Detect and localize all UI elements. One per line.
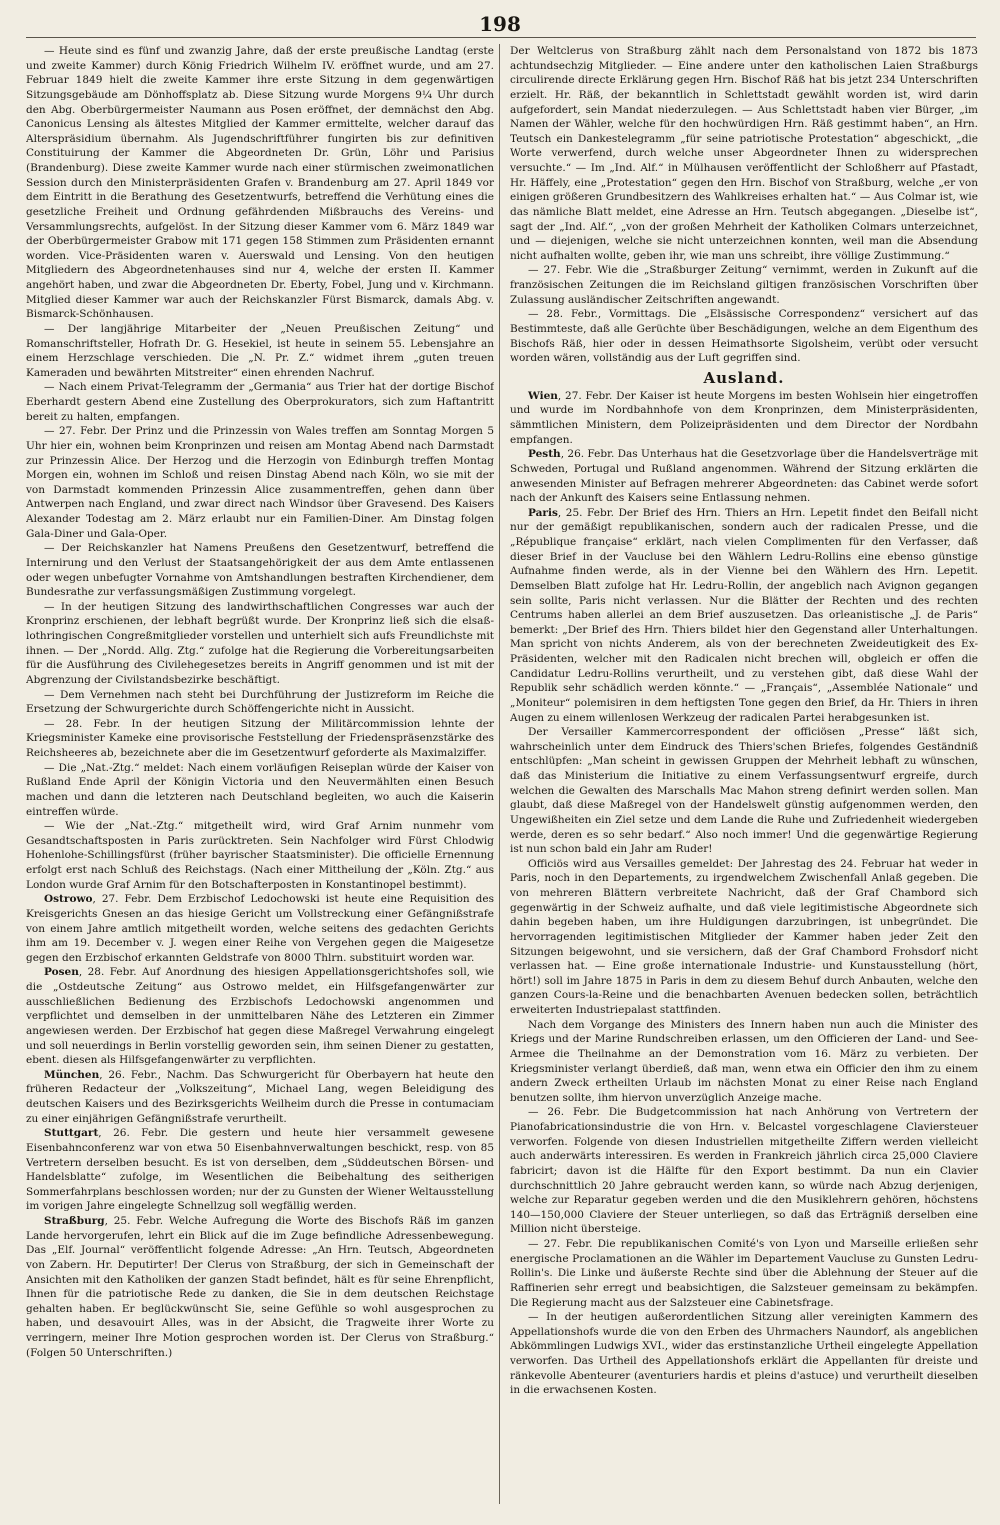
article-paragraph [26, 600, 494, 688]
article-paragraph [510, 857, 978, 1018]
article-text: , 26. Febr. Die gestern und heute hier versammelt gewesene Eisenbahnconferenz war von etwa 50 Eisenbahnverwaltungen beschickt, resp. von 85 Vertretern derselben besucht. Es ist von derselben, dem „Süddeutschen Börsen- und Handelsblatte“ zufolge, im Wesentlichen die Beibehaltung des seitherigen Sommerfahrplans beschlossen worden; nur der zu Gunsten der Wiener Weltausstellung im vorigen Jahre eingelegte Schnellzug soll wegfällig werden. [26, 1127, 494, 1213]
article-text: Der Weltclerus von Straßburg zählt nach dem Personalstand von 1872 bis 1873 achtundsechzig Mitglieder. — Eine andere unter den katholischen Laien Straßburgs circulirende directe Erklärung gegen Hrn. Bischof Räß hat bis jetzt 234 Unterschriften erzielt. Hr. Räß, der bekanntlich in Schlettstadt gewählt worden ist, wird darin aufgefordert, sein Mandat niederzulegen. — Aus Schlettstadt haben vier Bürger, „im Namen der Wähler, welche für den hochwürdigen Hrn. Räß gestimmt haben“, an Hrn. Teutsch ein Dankestelegramm „für seine patriotische Protestation“ abgeschickt, „die Worte verwerfend, durch welche unser Abgeordneter Ihnen zu widersprechen versuchte.“ — Im „Ind. Alf.“ in Mülhausen veröffentlicht der Schloßherr auf Pfastadt, Hr. Häffely, eine „Protestation“ gegen den Hrn. Bischof von Straßburg, welche „er von einigen größeren Grundbesitzern des Wahlkreises erhalten hat.“ — Aus Colmar ist, wie das nämliche Blatt meldet, eine Adresse an Hrn. Teutsch abgegangen. „Dieselbe ist“, sagt der „Ind. Alf.“, „von der großen Mehrheit der Katholiken Colmars unterzeichnet, und — diejenigen, welche sie nicht unterzeichnen konnten, weil man die Absendung nicht aufhalten wollte, geben ihr, wie man uns schreibt, ihre völlige Zustimmung.“ [510, 45, 978, 262]
article-paragraph [26, 717, 494, 761]
article-text: — In der heutigen Sitzung des landwirthschaftlichen Congresses war auch der Kronprinz erschienen, der lebhaft begrüßt wurde. Der Kronprinz ließ sich die elsaß-lothringischen Congreßmitglieder vorstellen und unterhielt sich aufs Freundlichste mit ihnen. — Der „Nordd. Allg. Ztg.“ zufolge hat die Regierung die Vorbereitungsarbeiten für die Ausführung des Civilehegesetzes bereits in Angriff genommen und ist mit der Abgrenzung der Civilstandsbezirke beschäftigt. [26, 600, 494, 686]
article-text: — 26. Febr. Die Budgetcommission hat nach Anhörung von Vertretern der Pianofabricationsindustrie die von Hrn. v. Belcastel vorgeschlagene Claviersteuer verworfen. Folgende von diesen Industriellen mitgetheilte Ziffern werden vielleicht auch anderwärts interessiren. Es werden in Frankreich jährlich circa 25,000 Claviere fabricirt; davon ist die Hälfte für den Export bestimmt. Da nun ein Clavier durchschnittlich 20 Jahre gebraucht werden kann, so würde nach Abzug derjenigen, welche zur Reparatur gegeben werden und die den Musiklehrern gehören, höchstens 140—150,000 Claviere der Steuer unterliegen, so daß das Erträgniß derselben eine Million nicht übersteige. [510, 1106, 978, 1236]
article-paragraph [510, 1105, 978, 1237]
article-paragraph [510, 1310, 978, 1398]
article-text: , 26. Febr., Nachm. Das Schwurgericht für Oberbayern hat heute den früheren Redacteur der „Volkszeitung“, Michael Lang, wegen Beleidigung des deutschen Kaisers und des Bezirksgerichts Weilheim durch die Presse in contumaciam zu einer einjährigen Gefängnißstrafe verurtheilt. [26, 1068, 494, 1125]
article-text: Nach dem Vorgange des Ministers des Innern haben nun auch die Minister des Kriegs und der Marine Rundschreiben erlassen, um den Officieren der Land- und See-Armee die Theilnahme an der Demonstration vom 16. März zu verbieten. Der Kriegsminister verlangt überdieß, daß man, wenn etwa ein Officier den ihm zu einem andern Zweck ertheilten Urlaub im nächsten Monat zu einer Reise nach England benutzen sollte, ihm hiervon unverzüglich Anzeige mache. [510, 1018, 978, 1104]
article-paragraph [510, 263, 978, 307]
article-paragraph [26, 424, 494, 541]
section-heading: Ausland. [703, 368, 785, 387]
article-paragraph [510, 1237, 978, 1310]
article-text: — Die „Nat.-Ztg.“ meldet: Nach einem vorläufigen Reiseplan würde der Kaiser von Rußland Ende April der Königin Victoria und den Neuvermählten einen Besuch machen und dann die letzteren nach Deutschland begleiten, wo auch die Kaiserin eintreffen würde. [26, 761, 494, 818]
article-dateline: Pesth [528, 448, 561, 461]
article-paragraph [26, 892, 494, 965]
article-text: , 27. Febr. Der Kaiser ist heute Morgens im besten Wohlsein hier eingetroffen und wurde im Nordbahnhofe von dem Kronprinzen, dem Ministerpräsidenten, sämmtlichen Ministern, dem Polizeipräsidenten und dem Director der Nordbahn empfangen. [510, 389, 978, 446]
article-text: — 28. Febr. In der heutigen Sitzung der Militärcommission lehnte der Kriegsminister Kameke eine provisorische Feststellung der Friedenspräsenzstärke des Reichsheeres ab, bezeichnete aber die im Gesetzentwurf geforderte als Maximalziffer. [26, 717, 494, 759]
article-dateline: Wien [528, 389, 558, 402]
article-paragraph [510, 1018, 978, 1106]
article-paragraph [510, 44, 978, 263]
article-text: , 25. Febr. Welche Aufregung die Worte des Bischofs Räß im ganzen Lande hervorgerufen, lehrt ein Blick auf die im Zuge befindliche Adressenbewegung. Das „Elf. Journal“ veröffentlicht folgende Adresse: „An Hrn. Teutsch, Abgeordneten von Zabern. Hr. Deputirter! Der Clerus von Straßburg, der sich in Gemeinschaft der Ansichten mit den Katholiken der ganzen Stadt befindet, hält es für seine Ehrenpflicht, Ihnen für die patriotische Rede zu danken, die Sie in dem deutschen Reichstage gehalten haben. Er beglückwünscht Sie, seine Gefühle so wohl ausgesprochen zu haben, und desavouirt Alles, was in der Absicht, die Tragweite ihrer Worte zu verringern, meiner Ihre Motion gesprochen worden ist. Der Clerus von Straßburg.“ (Folgen 50 Unterschriften.) [26, 1215, 494, 1359]
article-text: — 27. Febr. Wie die „Straßburger Zeitung“ vernimmt, werden in Zukunft auf die französischen Zeitungen die im Reichsland giltigen französischen Vorschriften über Zulassung ausländischer Zeitschriften angewandt. [510, 264, 978, 306]
article-dateline: Paris [528, 506, 558, 519]
article-text: — 27. Febr. Der Prinz und die Prinzessin von Wales treffen am Sonntag Morgen 5 Uhr hier ein, wohnen beim Kronprinzen und reisen am Montag Abend nach Darmstadt zur Prinzessin Alice. Der Herzog und die Herzogin von Edinburgh treffen Montag Morgen ein, wohnen im Schloß und reisen Dinstag Abend nach Köln, wo sie mit der von Darmstadt kommenden Prinzessin Alice zusammentreffen, gehen dann über Antwerpen nach England, und zwar direct nach Windsor über Gravesend. Des Kaisers Alexander Todestag am 2. März erlaubt nur ein Familien-Diner. Am Dinstag folgen Gala-Diner und Gala-Oper. [26, 425, 494, 540]
article-paragraph [26, 1068, 494, 1127]
article-text: — Der Reichskanzler hat Namens Preußens den Gesetzentwurf, betreffend die Internirung und den Verlust der Staatsangehörigkeit der aus dem Amte entlassenen oder wegen unbefugter Vornahme von Amtshandlungen bestraften Kirchendiener, dem Bundesrathe zur verfassungsmäßigen Zustimmung vorgelegt. [26, 542, 494, 599]
article-dateline: Straßburg [44, 1215, 105, 1227]
article-text: — Dem Vernehmen nach steht bei Durchführung der Justizreform im Reiche die Ersetzung der Schwurgerichte durch Schöffengerichte nicht in Aussicht. [26, 688, 494, 716]
article-text: — Nach einem Privat-Telegramm der „Germania“ aus Trier hat der dortige Bischof Eberhardt gestern Abend eine Zustellung des Oberprokurators, sich zum Haftantritt bereit zu halten, empfangen. [26, 381, 494, 423]
article-paragraph [510, 307, 978, 366]
article-text: Officiös wird aus Versailles gemeldet: Der Jahrestag des 24. Februar hat weder in Paris, noch in den Departements, zu irgendwelchem Zwischenfall Anlaß gegeben. Die von mehreren Blättern verbreitete Nachricht, daß der Graf Chambord sich gegenwärtig in der Schweiz aufhalte, und daß viele legitimistische Abgeordnete sich dahin begeben haben, um ihre Huldigungen darzubringen, ist unbegründet. Die hervorragenden legitimistischen Mitglieder der Kammer haben jeder Zeit den Sitzungen beigewohnt, und sie versichern, daß der Graf Chambord Frohsdorf nicht verlassen hat. — Eine große internationale Industrie- und Kunstausstellung (hört, hört!) soll im Jahre 1875 in Paris in dem zu diesem Behuf durch Anbauten, welche den ganzen Cours-la-Reine und die benachbarten Avenuen bedecken sollen, beträchtlich erweiterten Industriepalast stattfinden. [510, 857, 978, 1016]
article-text: — Heute sind es fünf und zwanzig Jahre, daß der erste preußische Landtag (erste und zweite Kammer) durch König Friedrich Wilhelm IV. eröffnet wurde, und am 27. Februar 1849 hielt die zweite Kammer ihre erste Sitzung in dem gegenwärtigen Sitzungsgebäude am Dönhoffsplatz ab. Diese Sitzung wurde Morgens 9¼ Uhr durch den Abg. Oberbürgermeister Naumann aus Posen eröffnet, der demnächst den Abg. Canonicus Lensing als ältestes Mitglied der Kammer ermittelte, welcher darauf das Alterspräsidium übernahm. Als Jugendschriftführer fungirten bis zur definitiven Constituirung der Kammer die Abgeordneten Dr. Grün, Löhr und Parisius (Brandenburg). Diese zweite Kammer wurde nach einer stürmischen zweimonatlichen Session durch den Ministerpräsidenten Grafen v. Brandenburg am 27. April 1849 vor dem Eintritt in die Berathung des Gesetzentwurfs, betreffend die Verhütung eines die gesetzliche Freiheit und Ordnung gefährdenden Mißbrauchs des Vereins- und Versammlungsrechts, aufgelöst. In der Sitzung dieser Kammer vom 6. März 1849 war der Oberbürgermeister Grabow mit 171 gegen 158 Stimmen zum Präsidenten ernannt worden. Vice-Präsidenten waren v. Auerswald und Lensing. Von den heutigen Mitgliedern des Abgeordnetenhauses sind nur 4, welche der ersten II. Kammer angehört haben, und zwar die Abgeordneten Dr. Eberty, Fobel, Jung und v. Kirchmann. Mitglied dieser Kammer war auch der Reichskanzler Fürst Bismarck, damals Abg. v. Bismarck-Schönhausen. [26, 45, 494, 321]
article-paragraph [26, 322, 494, 381]
article-dateline: Stuttgart [44, 1127, 99, 1140]
article-paragraph [510, 447, 978, 506]
article-text: Der Versailler Kammercorrespondent der officiösen „Presse“ läßt sich, wahrscheinlich unter dem Eindruck des Thiers'schen Briefes, folgendes Geständniß entschlüpfen: „Man scheint in gewissen Gruppen der Mehrheit lebhaft zu wünschen, daß das Ministerium die Initiative zu einem Verfassungsentwurf ergreife, durch welchen die Gewalten des Marschalls Mac Mahon streng definirt werden sollen. Man glaubt, daß diese Maßregel von der Handelswelt günstig aufgenommen werden, den Ungewißheiten ein Ziel setze und dem Lande die Ruhe und Zufriedenheit wiedergeben werde, deren es so sehr bedarf.“ Also noch immer! Und die gegenwärtige Regierung ist nun schon bald ein Jahr am Ruder! [510, 726, 978, 856]
article-paragraph [26, 819, 494, 892]
page-number: 198 [479, 12, 521, 36]
article-text: — Wie der „Nat.-Ztg.“ mitgetheilt wird, wird Graf Arnim nunmehr vom Gesandtschaftsposten in Paris zurücktreten. Sein Nachfolger wird Fürst Chlodwig Hohenlohe-Schillingsfürst (früher bayrischer Staatsminister). Die officielle Ernennung erfolgt erst nach Schluß des Reichstags. (Nach einer Mittheilung der „Köln. Ztg.“ aus London wurde Graf Arnim für den Botschafterposten in Konstantinopel bestimmt). [26, 820, 494, 891]
article-paragraph [26, 541, 494, 600]
article-paragraph [510, 389, 978, 448]
article-paragraph [26, 965, 494, 1067]
article-text: , 25. Febr. Der Brief des Hrn. Thiers an Hrn. Lepetit findet den Beifall nicht nur der gemäßigt republikanischen, sondern auch der radicalen Presse, und die „République française“ erklärt, nach vielen Complimenten für den Verfasser, daß dieser Brief in der Vaucluse bei den Wählern Ledru-Rollins eine ebenso günstige Aufnahme finden werde, als in der Vienne bei den Wählern des Hrn. Lepetit. Demselben Blatt zufolge hat Hr. Ledru-Rollin, der angeblich nach Avignon gegangen sein sollte, Paris nicht verlassen. Nur die Blätter der Rechten und des rechten Centrums haben allerlei an dem Brief auszusetzen. Das orleanistische „J. de Paris“ bemerkt: „Der Brief des Hrn. Thiers bildet hier den Gegenstand aller Unterhaltungen. Man spricht von nichts Anderem, als von der berechneten Zweideutigkeit des Ex-Präsidenten, welcher mit den Radicalen nicht brechen will, obgleich er offen die Candidatur Ledru-Rollins verurtheilt, und zu verstehen gibt, daß diese Wahl der Republik sehr schädlich werden könnte.“ — „Français“, „Assemblée Nationale“ und „Moniteur“ polemisiren in dem heftigsten Tone gegen den Brief, da Hr. Thiers in ihren Augen zu einem willenlosen Werkzeug der radicalen Partei herabgesunken ist. [510, 506, 978, 724]
article-text: , 27. Febr. Dem Erzbischof Ledochowski ist heute eine Requisition des Kreisgerichts Gnesen an das hiesige Gericht um Vollstreckung einer Gefängnißstrafe von einem Jahre amtlich mitgetheilt worden, welche seitens des gedachten Gerichts ihm am 19. December v. J. wegen einer Reihe von Vergehen gegen die Maigesetze gegen den Erzbischof erkannten Geldstrafe von 8000 Thlrn. substituirt worden war. [26, 893, 494, 964]
article-paragraph [26, 1126, 494, 1214]
article-dateline: Posen [44, 966, 79, 979]
right-column [510, 44, 978, 1512]
article-paragraph [26, 1214, 494, 1360]
article-text: — In der heutigen außerordentlichen Sitzung aller vereinigten Kammern des Appellationshofs wurde die von den Erben des Uhrmachers Naundorf, als angeblichen Abkömmlingen Ludwigs XVI., wider das erstinstanzliche Urtheil eingelegte Appellation verworfen. Das Urtheil des Appellationshofs erklärt die Appellanten für dreiste und ränkevolle Abenteurer (aventuriers hardis et pleins d'astuce) und verurtheilt dieselben in die erwachsenen Kosten. [510, 1311, 978, 1397]
article-dateline: Ostrowo [44, 893, 93, 906]
article-paragraph [26, 761, 494, 820]
article-text: , 28. Febr. Auf Anordnung des hiesigen Appellationsgerichtshofes soll, wie die „Ostdeutsche Zeitung“ aus Ostrowo meldet, ein Hilfsgefangenwärter zur ausschließlichen Bedienung des Erzbischofs Ledochowski angenommen und verpflichtet und demselben in der unmittelbaren Nähe des Letzteren ein Zimmer angewiesen werden. Der Erzbischof hat gegen diese Maßregel Verwahrung eingelegt und soll neuerdings in Berlin vorstellig geworden sein, ihm seinen Diener zu gestatten, ebent. diesen als Hilfsgefangenwärter zu verpflichten. [26, 966, 494, 1067]
article-text: — 28. Febr., Vormittags. Die „Elsässische Correspondenz“ versichert auf das Bestimmteste, daß alle Gerüchte über Beschädigungen, welche an dem Eigenthum des Bischofs Räß, hier oder in dessen Heimathsorte Sigolsheim, verübt oder versucht worden wären, vollständig aus der Luft gegriffen sind. [510, 308, 978, 365]
article-paragraph [26, 380, 494, 424]
article-paragraph [26, 688, 494, 717]
article-paragraph [510, 506, 978, 725]
article-text: — 27. Febr. Die republikanischen Comité's von Lyon und Marseille erließen sehr energische Proclamationen an die Wähler im Departement Vaucluse zu Gunsten Ledru-Rollin's. Die Linke und äußerste Rechte sind über die Ablehnung der Steuer auf die Raffinerien sehr erregt und beabsichtigen, die Salzsteuer gemeinsam zu bekämpfen. Die Regierung macht aus der Salzsteuer eine Cabinetsfrage. [510, 1238, 978, 1309]
article-dateline: München [44, 1068, 100, 1081]
article-text: , 26. Febr. Das Unterhaus hat die Gesetzvorlage über die Handelsverträge mit Schweden, Portugal und Rußland angenommen. Während der Sitzung erklärten die anwesenden Minister auf Befragen mehrerer Abgeordneten: das Cabinet werde sofort nach der Ankunft des Kaisers seine Entlassung nehmen. [510, 448, 978, 505]
column-divider [499, 44, 500, 1504]
left-column [26, 44, 494, 1512]
article-text: — Der langjährige Mitarbeiter der „Neuen Preußischen Zeitung“ und Romanschriftsteller, Hofrath Dr. G. Hesekiel, ist heute in seinem 55. Lebensjahre an einem Herzschlage verschieden. Die „N. Pr. Z.“ widmet ihrem „guten treuen Kameraden und bewährten Mitstreiter“ einen ehrenden Nachruf. [26, 322, 494, 379]
header-rule [26, 37, 976, 38]
article-paragraph [26, 44, 494, 322]
article-paragraph [510, 725, 978, 857]
